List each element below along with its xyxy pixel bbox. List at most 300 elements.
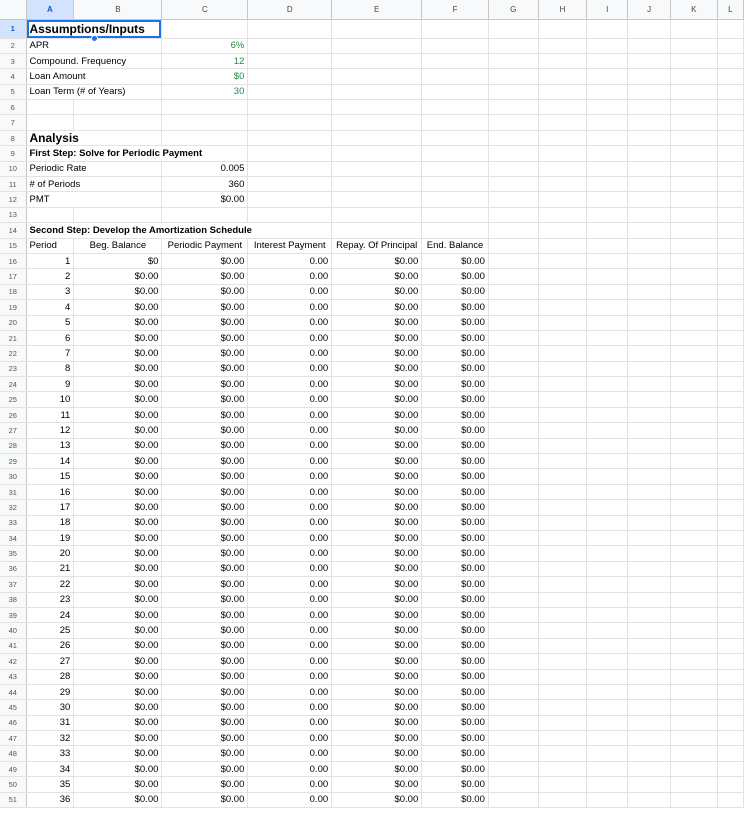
- empty-cell[interactable]: [628, 423, 671, 438]
- schedule-cell[interactable]: $0.00: [332, 330, 422, 345]
- empty-cell[interactable]: [717, 423, 743, 438]
- empty-cell[interactable]: [488, 515, 538, 530]
- schedule-cell[interactable]: $0.00: [162, 669, 248, 684]
- schedule-cell[interactable]: $0.00: [332, 638, 422, 653]
- empty-cell[interactable]: [488, 623, 538, 638]
- empty-cell[interactable]: [670, 192, 717, 207]
- empty-cell[interactable]: [587, 577, 628, 592]
- empty-cell[interactable]: [488, 700, 538, 715]
- row-header[interactable]: 45: [0, 700, 26, 715]
- schedule-cell[interactable]: $0.00: [74, 500, 162, 515]
- empty-cell[interactable]: [538, 607, 587, 622]
- empty-cell[interactable]: [538, 715, 587, 730]
- empty-cell[interactable]: [628, 746, 671, 761]
- empty-cell[interactable]: [628, 777, 671, 792]
- empty-cell[interactable]: [628, 623, 671, 638]
- empty-cell[interactable]: [670, 792, 717, 807]
- schedule-cell[interactable]: 23: [26, 592, 74, 607]
- schedule-cell[interactable]: $0.00: [162, 423, 248, 438]
- empty-cell[interactable]: [587, 161, 628, 176]
- empty-cell[interactable]: [538, 438, 587, 453]
- row-header[interactable]: 28: [0, 438, 26, 453]
- empty-cell[interactable]: [717, 607, 743, 622]
- empty-cell[interactable]: [628, 607, 671, 622]
- empty-cell[interactable]: [422, 38, 489, 53]
- schedule-cell[interactable]: 0.00: [248, 792, 332, 807]
- empty-cell[interactable]: [488, 53, 538, 68]
- empty-cell[interactable]: [670, 761, 717, 776]
- empty-cell[interactable]: [717, 684, 743, 699]
- column-header-j[interactable]: J: [628, 0, 671, 19]
- schedule-cell[interactable]: 26: [26, 638, 74, 653]
- schedule-cell[interactable]: $0.00: [422, 592, 489, 607]
- empty-cell[interactable]: [538, 669, 587, 684]
- schedule-cell[interactable]: 0.00: [248, 638, 332, 653]
- schedule-cell[interactable]: $0.00: [332, 592, 422, 607]
- empty-cell[interactable]: [628, 546, 671, 561]
- empty-cell[interactable]: [248, 100, 332, 115]
- empty-cell[interactable]: [717, 715, 743, 730]
- row-header[interactable]: 6: [0, 100, 26, 115]
- empty-cell[interactable]: [538, 377, 587, 392]
- empty-cell[interactable]: [162, 115, 248, 130]
- empty-cell[interactable]: [628, 284, 671, 299]
- schedule-cell[interactable]: $0.00: [162, 407, 248, 422]
- empty-cell[interactable]: [670, 69, 717, 84]
- schedule-cell[interactable]: 0.00: [248, 546, 332, 561]
- empty-cell[interactable]: [538, 392, 587, 407]
- empty-cell[interactable]: [538, 515, 587, 530]
- empty-cell[interactable]: [717, 469, 743, 484]
- empty-cell[interactable]: [628, 392, 671, 407]
- empty-cell[interactable]: [717, 407, 743, 422]
- schedule-cell[interactable]: $0.00: [332, 607, 422, 622]
- empty-cell[interactable]: [628, 669, 671, 684]
- schedule-cell[interactable]: $0.00: [332, 315, 422, 330]
- schedule-cell[interactable]: 0.00: [248, 577, 332, 592]
- row-header[interactable]: 33: [0, 515, 26, 530]
- empty-cell[interactable]: [488, 684, 538, 699]
- empty-cell[interactable]: [332, 177, 422, 192]
- schedule-cell[interactable]: $0.00: [162, 700, 248, 715]
- schedule-cell[interactable]: $0.00: [332, 715, 422, 730]
- schedule-cell[interactable]: $0.00: [422, 761, 489, 776]
- empty-cell[interactable]: [587, 684, 628, 699]
- schedule-cell[interactable]: $0.00: [332, 700, 422, 715]
- schedule-cell[interactable]: $0.00: [74, 546, 162, 561]
- empty-cell[interactable]: [628, 19, 671, 38]
- schedule-cell[interactable]: 22: [26, 577, 74, 592]
- schedule-cell[interactable]: $0.00: [74, 300, 162, 315]
- empty-cell[interactable]: [26, 115, 74, 130]
- empty-cell[interactable]: [717, 484, 743, 499]
- schedule-cell[interactable]: 21: [26, 561, 74, 576]
- row-header[interactable]: 8: [0, 130, 26, 145]
- empty-cell[interactable]: [587, 130, 628, 145]
- schedule-cell[interactable]: 0.00: [248, 607, 332, 622]
- empty-cell[interactable]: [332, 115, 422, 130]
- schedule-cell[interactable]: $0.00: [422, 792, 489, 807]
- empty-cell[interactable]: [422, 19, 489, 38]
- schedule-cell[interactable]: $0.00: [422, 746, 489, 761]
- row-header[interactable]: 14: [0, 223, 26, 238]
- empty-cell[interactable]: [488, 761, 538, 776]
- empty-cell[interactable]: [248, 115, 332, 130]
- empty-cell[interactable]: [587, 500, 628, 515]
- empty-cell[interactable]: [538, 346, 587, 361]
- schedule-cell[interactable]: 18: [26, 515, 74, 530]
- empty-cell[interactable]: [717, 253, 743, 268]
- empty-cell[interactable]: [670, 515, 717, 530]
- empty-cell[interactable]: [422, 177, 489, 192]
- empty-cell[interactable]: [488, 423, 538, 438]
- empty-cell[interactable]: [248, 192, 332, 207]
- empty-cell[interactable]: [587, 607, 628, 622]
- row-header[interactable]: 39: [0, 607, 26, 622]
- schedule-cell[interactable]: $0.00: [162, 684, 248, 699]
- empty-cell[interactable]: [628, 438, 671, 453]
- schedule-cell[interactable]: $0.00: [74, 392, 162, 407]
- schedule-cell[interactable]: $0.00: [74, 684, 162, 699]
- empty-cell[interactable]: [587, 761, 628, 776]
- schedule-header[interactable]: Interest Payment: [248, 238, 332, 253]
- schedule-cell[interactable]: $0.00: [332, 746, 422, 761]
- row-header[interactable]: 30: [0, 469, 26, 484]
- empty-cell[interactable]: [488, 300, 538, 315]
- empty-cell[interactable]: [488, 69, 538, 84]
- row-header[interactable]: 12: [0, 192, 26, 207]
- select-all-corner[interactable]: [0, 0, 26, 19]
- schedule-cell[interactable]: $0.00: [162, 577, 248, 592]
- empty-cell[interactable]: [538, 38, 587, 53]
- empty-cell[interactable]: [628, 238, 671, 253]
- schedule-cell[interactable]: $0.00: [74, 377, 162, 392]
- empty-cell[interactable]: [628, 84, 671, 99]
- empty-cell[interactable]: [248, 146, 332, 161]
- schedule-cell[interactable]: $0.00: [332, 454, 422, 469]
- schedule-cell[interactable]: $0.00: [332, 438, 422, 453]
- schedule-cell[interactable]: $0.00: [422, 392, 489, 407]
- empty-cell[interactable]: [422, 146, 489, 161]
- analysis-label[interactable]: # of Periods: [26, 177, 162, 192]
- empty-cell[interactable]: [488, 177, 538, 192]
- empty-cell[interactable]: [670, 731, 717, 746]
- column-header-h[interactable]: H: [538, 0, 587, 19]
- empty-cell[interactable]: [332, 223, 422, 238]
- schedule-cell[interactable]: $0.00: [332, 577, 422, 592]
- empty-cell[interactable]: [538, 146, 587, 161]
- schedule-cell[interactable]: $0.00: [74, 607, 162, 622]
- empty-cell[interactable]: [587, 69, 628, 84]
- empty-cell[interactable]: [587, 438, 628, 453]
- row-header[interactable]: 22: [0, 346, 26, 361]
- empty-cell[interactable]: [488, 253, 538, 268]
- empty-cell[interactable]: [488, 115, 538, 130]
- schedule-cell[interactable]: $0.00: [162, 761, 248, 776]
- empty-cell[interactable]: [628, 346, 671, 361]
- empty-cell[interactable]: [248, 177, 332, 192]
- schedule-cell[interactable]: $0.00: [422, 638, 489, 653]
- schedule-cell[interactable]: $0.00: [332, 684, 422, 699]
- schedule-cell[interactable]: $0.00: [162, 330, 248, 345]
- schedule-cell[interactable]: 0.00: [248, 284, 332, 299]
- row-header[interactable]: 1: [0, 19, 26, 38]
- empty-cell[interactable]: [422, 161, 489, 176]
- empty-cell[interactable]: [717, 577, 743, 592]
- empty-cell[interactable]: [587, 561, 628, 576]
- empty-cell[interactable]: [628, 761, 671, 776]
- schedule-cell[interactable]: 4: [26, 300, 74, 315]
- empty-cell[interactable]: [670, 100, 717, 115]
- row-header[interactable]: 15: [0, 238, 26, 253]
- empty-cell[interactable]: [538, 577, 587, 592]
- empty-cell[interactable]: [717, 223, 743, 238]
- empty-cell[interactable]: [717, 592, 743, 607]
- empty-cell[interactable]: [628, 469, 671, 484]
- empty-cell[interactable]: [538, 19, 587, 38]
- schedule-cell[interactable]: $0.00: [74, 454, 162, 469]
- empty-cell[interactable]: [248, 19, 332, 38]
- empty-cell[interactable]: [538, 100, 587, 115]
- empty-cell[interactable]: [670, 161, 717, 176]
- schedule-cell[interactable]: 13: [26, 438, 74, 453]
- empty-cell[interactable]: [538, 638, 587, 653]
- schedule-cell[interactable]: $0.00: [422, 438, 489, 453]
- empty-cell[interactable]: [670, 269, 717, 284]
- schedule-cell[interactable]: 36: [26, 792, 74, 807]
- empty-cell[interactable]: [488, 130, 538, 145]
- empty-cell[interactable]: [587, 623, 628, 638]
- schedule-header[interactable]: Periodic Payment: [162, 238, 248, 253]
- empty-cell[interactable]: [538, 454, 587, 469]
- empty-cell[interactable]: [538, 423, 587, 438]
- schedule-cell[interactable]: $0.00: [422, 253, 489, 268]
- schedule-cell[interactable]: $0.00: [422, 500, 489, 515]
- schedule-cell[interactable]: 0.00: [248, 269, 332, 284]
- schedule-cell[interactable]: $0.00: [162, 515, 248, 530]
- schedule-cell[interactable]: 0.00: [248, 423, 332, 438]
- row-header[interactable]: 49: [0, 761, 26, 776]
- schedule-cell[interactable]: 0.00: [248, 438, 332, 453]
- schedule-cell[interactable]: $0.00: [422, 377, 489, 392]
- analysis-value[interactable]: $0.00: [162, 192, 248, 207]
- schedule-cell[interactable]: $0.00: [162, 792, 248, 807]
- empty-cell[interactable]: [717, 192, 743, 207]
- schedule-cell[interactable]: 30: [26, 700, 74, 715]
- schedule-cell[interactable]: 0.00: [248, 377, 332, 392]
- empty-cell[interactable]: [538, 684, 587, 699]
- column-header-c[interactable]: C: [162, 0, 248, 19]
- schedule-cell[interactable]: $0.00: [422, 561, 489, 576]
- column-header-d[interactable]: D: [248, 0, 332, 19]
- empty-cell[interactable]: [717, 161, 743, 176]
- empty-cell[interactable]: [587, 315, 628, 330]
- schedule-cell[interactable]: $0.00: [74, 715, 162, 730]
- empty-cell[interactable]: [628, 638, 671, 653]
- empty-cell[interactable]: [717, 69, 743, 84]
- empty-cell[interactable]: [670, 715, 717, 730]
- empty-cell[interactable]: [628, 377, 671, 392]
- empty-cell[interactable]: [332, 53, 422, 68]
- empty-cell[interactable]: [670, 361, 717, 376]
- empty-cell[interactable]: [587, 38, 628, 53]
- schedule-cell[interactable]: $0.00: [332, 284, 422, 299]
- input-label[interactable]: APR: [26, 38, 162, 53]
- empty-cell[interactable]: [488, 100, 538, 115]
- empty-cell[interactable]: [248, 130, 332, 145]
- empty-cell[interactable]: [538, 330, 587, 345]
- schedule-cell[interactable]: $0.00: [422, 346, 489, 361]
- empty-cell[interactable]: [717, 269, 743, 284]
- empty-cell[interactable]: [628, 161, 671, 176]
- input-label[interactable]: Compound. Frequency: [26, 53, 162, 68]
- empty-cell[interactable]: [248, 84, 332, 99]
- schedule-cell[interactable]: $0.00: [332, 346, 422, 361]
- schedule-cell[interactable]: $0.00: [74, 623, 162, 638]
- empty-cell[interactable]: [332, 207, 422, 222]
- empty-cell[interactable]: [628, 515, 671, 530]
- empty-cell[interactable]: [670, 500, 717, 515]
- empty-cell[interactable]: [628, 454, 671, 469]
- schedule-cell[interactable]: $0.00: [74, 531, 162, 546]
- empty-cell[interactable]: [670, 115, 717, 130]
- schedule-cell[interactable]: 0.00: [248, 746, 332, 761]
- empty-cell[interactable]: [628, 315, 671, 330]
- schedule-cell[interactable]: 0.00: [248, 654, 332, 669]
- empty-cell[interactable]: [587, 423, 628, 438]
- schedule-cell[interactable]: $0.00: [74, 469, 162, 484]
- schedule-cell[interactable]: 25: [26, 623, 74, 638]
- empty-cell[interactable]: [587, 700, 628, 715]
- empty-cell[interactable]: [488, 361, 538, 376]
- empty-cell[interactable]: [74, 115, 162, 130]
- empty-cell[interactable]: [488, 746, 538, 761]
- schedule-cell[interactable]: $0.00: [162, 546, 248, 561]
- schedule-cell[interactable]: 0.00: [248, 777, 332, 792]
- empty-cell[interactable]: [74, 207, 162, 222]
- empty-cell[interactable]: [717, 53, 743, 68]
- schedule-cell[interactable]: 0.00: [248, 300, 332, 315]
- empty-cell[interactable]: [670, 423, 717, 438]
- schedule-cell[interactable]: $0.00: [422, 777, 489, 792]
- empty-cell[interactable]: [670, 654, 717, 669]
- row-header[interactable]: 31: [0, 484, 26, 499]
- empty-cell[interactable]: [587, 223, 628, 238]
- empty-cell[interactable]: [670, 592, 717, 607]
- schedule-cell[interactable]: $0.00: [74, 330, 162, 345]
- empty-cell[interactable]: [538, 731, 587, 746]
- schedule-cell[interactable]: $0.00: [74, 577, 162, 592]
- input-value[interactable]: $0: [162, 69, 248, 84]
- schedule-cell[interactable]: 12: [26, 423, 74, 438]
- empty-cell[interactable]: [670, 38, 717, 53]
- empty-cell[interactable]: [670, 223, 717, 238]
- empty-cell[interactable]: [488, 19, 538, 38]
- schedule-cell[interactable]: $0.00: [74, 777, 162, 792]
- input-value[interactable]: 30: [162, 84, 248, 99]
- empty-cell[interactable]: [628, 592, 671, 607]
- schedule-cell[interactable]: 9: [26, 377, 74, 392]
- empty-cell[interactable]: [488, 561, 538, 576]
- schedule-cell[interactable]: $0.00: [332, 531, 422, 546]
- empty-cell[interactable]: [628, 115, 671, 130]
- empty-cell[interactable]: [422, 69, 489, 84]
- analysis-label[interactable]: Periodic Rate: [26, 161, 162, 176]
- schedule-cell[interactable]: $0.00: [332, 777, 422, 792]
- row-header[interactable]: 3: [0, 53, 26, 68]
- row-header[interactable]: 48: [0, 746, 26, 761]
- schedule-cell[interactable]: 0.00: [248, 761, 332, 776]
- empty-cell[interactable]: [628, 38, 671, 53]
- empty-cell[interactable]: [717, 515, 743, 530]
- schedule-cell[interactable]: $0.00: [74, 361, 162, 376]
- empty-cell[interactable]: [628, 300, 671, 315]
- empty-cell[interactable]: [717, 531, 743, 546]
- schedule-cell[interactable]: $0.00: [162, 715, 248, 730]
- step1-title[interactable]: First Step: Solve for Periodic Payment: [26, 146, 248, 161]
- empty-cell[interactable]: [717, 330, 743, 345]
- schedule-cell[interactable]: $0.00: [332, 654, 422, 669]
- schedule-cell[interactable]: $0.00: [162, 731, 248, 746]
- empty-cell[interactable]: [670, 177, 717, 192]
- row-header[interactable]: 11: [0, 177, 26, 192]
- empty-cell[interactable]: [488, 207, 538, 222]
- schedule-cell[interactable]: $0.00: [422, 469, 489, 484]
- schedule-cell[interactable]: $0.00: [74, 346, 162, 361]
- empty-cell[interactable]: [488, 161, 538, 176]
- schedule-cell[interactable]: $0.00: [332, 500, 422, 515]
- empty-cell[interactable]: [717, 731, 743, 746]
- empty-cell[interactable]: [670, 577, 717, 592]
- empty-cell[interactable]: [717, 638, 743, 653]
- schedule-cell[interactable]: $0.00: [74, 592, 162, 607]
- schedule-cell[interactable]: $0.00: [422, 654, 489, 669]
- empty-cell[interactable]: [587, 731, 628, 746]
- empty-cell[interactable]: [248, 207, 332, 222]
- schedule-cell[interactable]: 10: [26, 392, 74, 407]
- schedule-cell[interactable]: 33: [26, 746, 74, 761]
- empty-cell[interactable]: [670, 253, 717, 268]
- empty-cell[interactable]: [538, 746, 587, 761]
- row-header[interactable]: 20: [0, 315, 26, 330]
- empty-cell[interactable]: [717, 746, 743, 761]
- schedule-cell[interactable]: $0.00: [162, 269, 248, 284]
- row-header[interactable]: 36: [0, 561, 26, 576]
- schedule-cell[interactable]: $0.00: [422, 700, 489, 715]
- schedule-cell[interactable]: $0.00: [422, 269, 489, 284]
- schedule-cell[interactable]: $0.00: [162, 484, 248, 499]
- column-header-g[interactable]: G: [488, 0, 538, 19]
- schedule-cell[interactable]: $0.00: [162, 469, 248, 484]
- schedule-cell[interactable]: $0.00: [74, 561, 162, 576]
- empty-cell[interactable]: [587, 454, 628, 469]
- empty-cell[interactable]: [717, 361, 743, 376]
- empty-cell[interactable]: [332, 84, 422, 99]
- empty-cell[interactable]: [628, 253, 671, 268]
- empty-cell[interactable]: [332, 100, 422, 115]
- schedule-cell[interactable]: 0.00: [248, 715, 332, 730]
- row-header[interactable]: 51: [0, 792, 26, 807]
- row-header[interactable]: 17: [0, 269, 26, 284]
- empty-cell[interactable]: [488, 223, 538, 238]
- schedule-cell[interactable]: 28: [26, 669, 74, 684]
- schedule-cell[interactable]: $0.00: [332, 761, 422, 776]
- schedule-cell[interactable]: $0.00: [422, 577, 489, 592]
- schedule-cell[interactable]: $0.00: [422, 454, 489, 469]
- schedule-cell[interactable]: 0.00: [248, 515, 332, 530]
- row-header[interactable]: 29: [0, 454, 26, 469]
- empty-cell[interactable]: [488, 546, 538, 561]
